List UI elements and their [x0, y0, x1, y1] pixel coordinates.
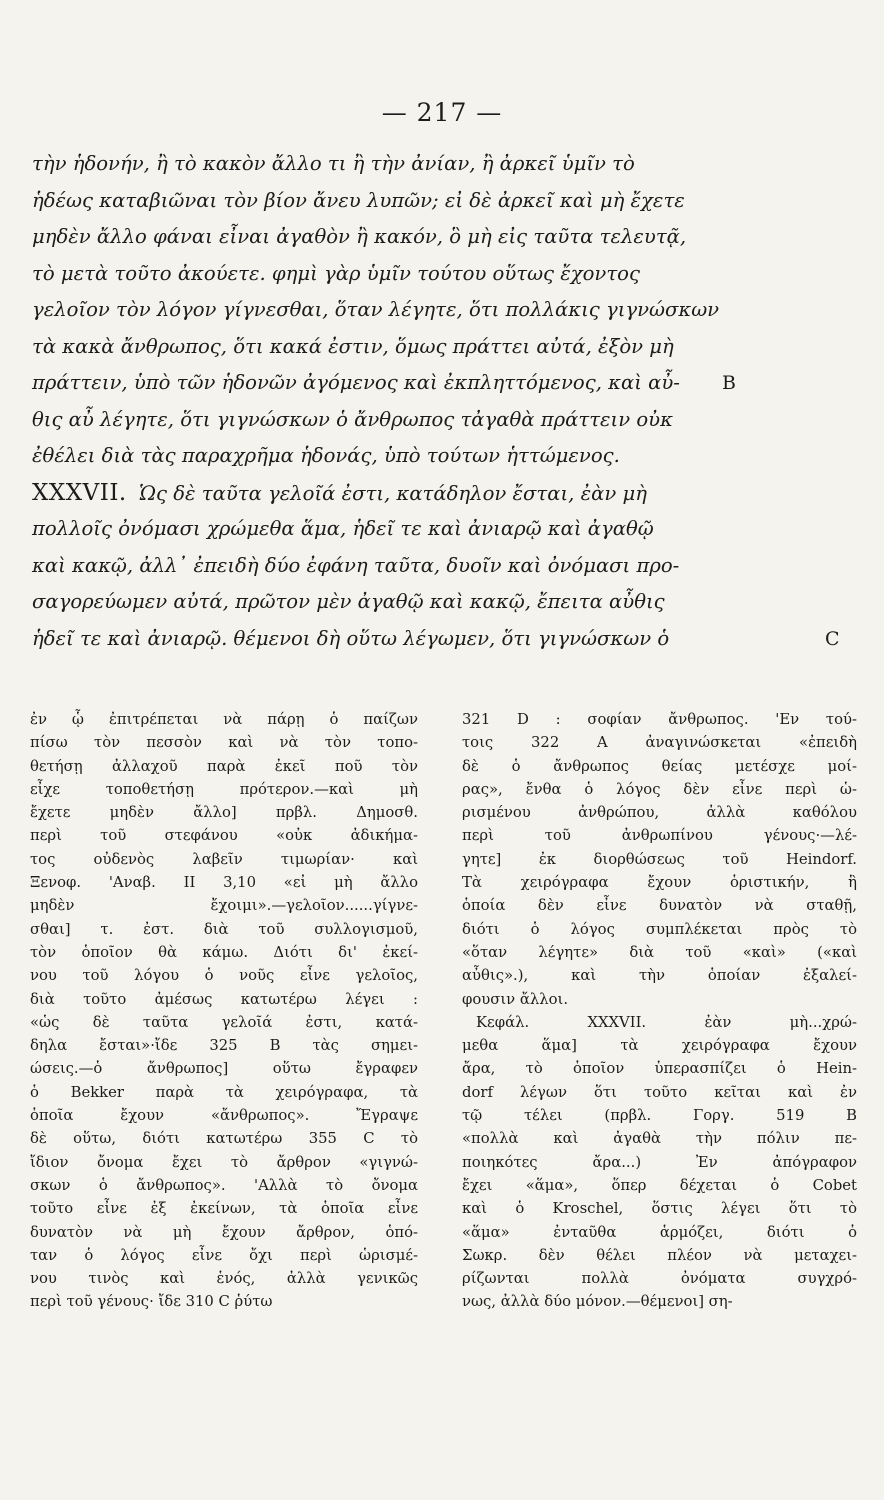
- commentary-line: ρίζωνται πολλὰ ὀνόματα συγχρό-: [462, 1270, 857, 1288]
- main-line: θις αὖ λέγητε, ὅτι γιγνώσκων ὁ ἄνθρωπος τἀγαθὰ πράττειν οὐκ: [32, 407, 673, 431]
- main-line: σαγορεύωμεν αὐτά, πρῶτον μὲν ἀγαθῷ καὶ κακῷ, ἔπειτα αὖθις: [32, 590, 665, 613]
- main-line-text: ἡδεῖ τε καὶ ἀνιαρῷ. θέμενοι δὴ οὕτω λέγωμεν, ὅτι γιγνώσκων ὁ: [32, 626, 670, 650]
- commentary-line: περὶ τοῦ στεφάνου «οὐκ ἀδικήμα-: [30, 827, 418, 845]
- commentary-line: ὁποῖα ἔχουν «ἄνθρωπος». Ἔγραψε: [30, 1107, 418, 1125]
- commentary-line: «ὅταν λέγητε» διὰ τοῦ «καὶ» («καὶ: [462, 943, 857, 961]
- commentary-line: ἔχετε μηδὲν ἄλλο] πρβλ. Δημοσθ.: [30, 804, 418, 822]
- page-number: — 217 —: [381, 98, 503, 127]
- commentary-line: ἴδιον ὄνομα ἔχει τὸ ἄρθρον «γιγνώ-: [30, 1153, 418, 1171]
- commentary-line: ποιηκότες ἄρα...) Ἐν ἀπόγραφον: [462, 1153, 857, 1171]
- commentary-line: ὁ Bekker παρὰ τὰ χειρόγραφα, τὰ: [30, 1083, 418, 1101]
- main-line-text: Ὡς δὲ ταῦτα γελοῖά ἐστι, κατάδηλον ἔσται, ἐὰν μὴ: [138, 481, 647, 505]
- commentary-line: θετήσῃ ἀλλαχοῦ παρὰ ἐκεῖ ποῦ τὸν: [30, 757, 418, 775]
- commentary-line: εἶχε τοποθετήσῃ πρότερον.—καὶ μὴ: [30, 780, 418, 798]
- commentary-line: τῷ τέλει (πρβλ. Γοργ. 519 Β: [462, 1107, 857, 1125]
- commentary-line: σκων ὁ ἄνθρωπος». 'Αλλὰ τὸ ὄνομα: [30, 1176, 418, 1194]
- commentary-line: διότι ὁ λόγος συμπλέκεται πρὸς τὸ: [462, 920, 857, 938]
- commentary-line: «πολλὰ καὶ ἀγαθὰ τὴν πόλιν πε-: [462, 1130, 857, 1148]
- chapter-heading: XXXVII.: [32, 479, 127, 506]
- commentary-line: δηλα ἔσται»·ἴδε 325 Β τὰς σημει-: [30, 1037, 418, 1055]
- commentary-line: Σωκρ. δὲν θέλει πλέον νὰ μεταχει-: [462, 1246, 857, 1264]
- main-line-chapter: [32, 475, 872, 512]
- commentary-line: ώσεις.—ὁ ἄνθρωπος] οὕτω ἔγραφεν: [30, 1060, 418, 1078]
- main-line: μηδὲν ἄλλο φάναι εἶναι ἀγαθὸν ἢ κακόν, ὃ μὴ εἰς ταῦτα τελευτᾷ,: [32, 225, 687, 248]
- margin-marker-b: B: [722, 372, 736, 394]
- main-line: καὶ κακῷ, ἀλλ᾽ ἐπειδὴ δύο ἐφάνη ταῦτα, δυοῖν καὶ ὀνόμασι προ-: [32, 553, 680, 577]
- main-line: πολλοῖς ὀνόμασι χρώμεθα ἅμα, ἡδεῖ τε καὶ ἀνιαρῷ καὶ ἀγαθῷ: [32, 517, 654, 540]
- commentary-line: νου τινὸς καὶ ἑνός, ἀλλὰ γενικῶς: [30, 1270, 418, 1288]
- commentary-line: τος οὐδενὸς λαβεῖν τιμωρίαν· καὶ: [30, 850, 418, 868]
- commentary-line: ὁποία δὲν εἶνε δυνατὸν νὰ σταθῇ,: [462, 897, 857, 915]
- commentary-line: ἔχει «ἅμα», ὅπερ δέχεται ὁ Cobet: [462, 1176, 857, 1194]
- commentary-line: ρας», ἔνθα ὁ λόγος δὲν εἶνε περὶ ὡ-: [462, 780, 857, 798]
- commentary-line: ἄρα, τὸ ὁποῖον ὑπερασπίζει ὁ Hein-: [462, 1060, 857, 1078]
- commentary-line: τοῦτο εἶνε ἐξ ἐκείνων, τὰ ὁποῖα εἶνε: [30, 1200, 418, 1218]
- commentary-line: πίσω τὸν πεσσὸν καὶ νὰ τὸν τοπο-: [30, 734, 418, 752]
- main-line: τὰ κακὰ ἄνθρωπος, ὅτι κακά ἐστιν, ὅμως πράττει αὐτά, ἐξὸν μὴ: [32, 334, 674, 358]
- commentary-line: δὲ οὕτω, διότι κατωτέρω 355 C τὸ: [30, 1130, 418, 1148]
- commentary-line: dorf λέγων ὅτι τοῦτο κεῖται καὶ ἐν: [462, 1083, 857, 1101]
- commentary-line: τὸν ὁποῖον θὰ κάμω. Διότι δι' ἐκεί-: [30, 943, 418, 961]
- commentary-line: διὰ τοῦτο ἀμέσως κατωτέρω λέγει :: [30, 990, 418, 1008]
- commentary-line: σθαι] τ. ἐστ. διὰ τοῦ συλλογισμοῦ,: [30, 920, 418, 938]
- commentary-line: αὖθις».), καὶ τὴν ὁποίαν ἐξαλεί-: [462, 967, 857, 985]
- commentary-line: ἐν ᾧ ἐπιτρέπεται νὰ πάρῃ ὁ παίζων: [30, 711, 418, 728]
- commentary-line: περὶ τοῦ ἀνθρωπίνου γένους·—λέ-: [462, 827, 857, 845]
- commentary-line: νως, ἀλλὰ δύο μόνον.—θέμενοι] ση-: [462, 1293, 733, 1311]
- commentary-line: τοις 322 Α ἀναγινώσκεται «ἐπειδὴ: [462, 734, 857, 752]
- commentary-line: ταν ὁ λόγος εἶνε ὄχι περὶ ὡρισμέ-: [30, 1246, 418, 1264]
- commentary-line: περὶ τοῦ γένους· ἴδε 310 C ῥύτω: [30, 1293, 273, 1311]
- commentary-line: Κεφάλ. XXXVII. ἐὰν μὴ...χρώ-: [476, 1013, 857, 1031]
- main-line: τὸ μετὰ τοῦτο ἀκούετε. φημὶ γὰρ ὑμῖν τούτου οὕτως ἔχοντος: [32, 261, 640, 285]
- commentary-line: Τὰ χειρόγραφα ἔχουν ὁριστικήν, ἣ: [462, 874, 857, 892]
- commentary-line: καὶ ὁ Kroschel, ὅστις λέγει ὅτι τὸ: [462, 1200, 857, 1218]
- commentary-line: «ἅμα» ἐνταῦθα ἁρμόζει, διότι ὁ: [462, 1223, 857, 1241]
- commentary-line: δὲ ὁ ἄνθρωπος θείας μετέσχε μοί-: [462, 757, 857, 775]
- commentary-left-column: [30, 708, 418, 1314]
- main-line-with-margin: [32, 365, 872, 402]
- commentary-right-column: [462, 708, 857, 1314]
- commentary-line: 321 D : σοφίαν ἄνθρωπος. 'Εν τού-: [462, 711, 857, 728]
- commentary-line: γητε] ἐκ διορθώσεως τοῦ Heindorf.: [462, 850, 857, 868]
- main-line: γελοῖον τὸν λόγον γίγνεσθαι, ὅταν λέγητε, ὅτι πολλάκις γιγνώσκων: [32, 298, 720, 321]
- commentary-line: νου τοῦ λόγου ὁ νοῦς εἶνε γελοῖος,: [30, 967, 418, 985]
- commentary-line: μηδὲν ἔχοιμι».—γελοῖον......γίγνε-: [30, 897, 418, 915]
- commentary-line: Ξενοφ. 'Αναβ. ΙΙ 3,10 «εἰ μὴ ἄλλο: [30, 874, 418, 892]
- commentary-line: «ὡς δὲ ταῦτα γελοῖά ἐστι, κατά-: [30, 1013, 418, 1031]
- commentary-line: φουσιν ἄλλοι.: [462, 990, 569, 1008]
- main-line-text: πράττειν, ὑπὸ τῶν ἡδονῶν ἀγόμενος καὶ ἐκπληττόμενος, καὶ αὖ-: [32, 371, 680, 394]
- main-line: ἡδέως καταβιῶναι τὸν βίον ἄνευ λυπῶν; εἰ δὲ ἀρκεῖ καὶ μὴ ἔχετε: [32, 188, 685, 212]
- main-text: [32, 146, 872, 657]
- commentary-line: ρισμένου ἀνθρώπου, ἀλλὰ καθόλου: [462, 804, 857, 822]
- main-line-with-margin: [32, 621, 872, 658]
- commentary-line: δυνατὸν νὰ μὴ ἔχουν ἄρθρον, ὁπό-: [30, 1223, 418, 1241]
- main-line: ἐθέλει διὰ τὰς παραχρῆμα ἡδονάς, ὑπὸ τούτων ἡττώμενος.: [32, 444, 620, 467]
- margin-marker-c: C: [825, 627, 840, 650]
- commentary-line: μεθα ἅμα] τὰ χειρόγραφα ἔχουν: [462, 1037, 857, 1055]
- main-line: τὴν ἡδονήν, ἢ τὸ κακὸν ἄλλο τι ἢ τὴν ἀνίαν, ἢ ἀρκεῖ ὑμῖν τὸ: [32, 152, 635, 175]
